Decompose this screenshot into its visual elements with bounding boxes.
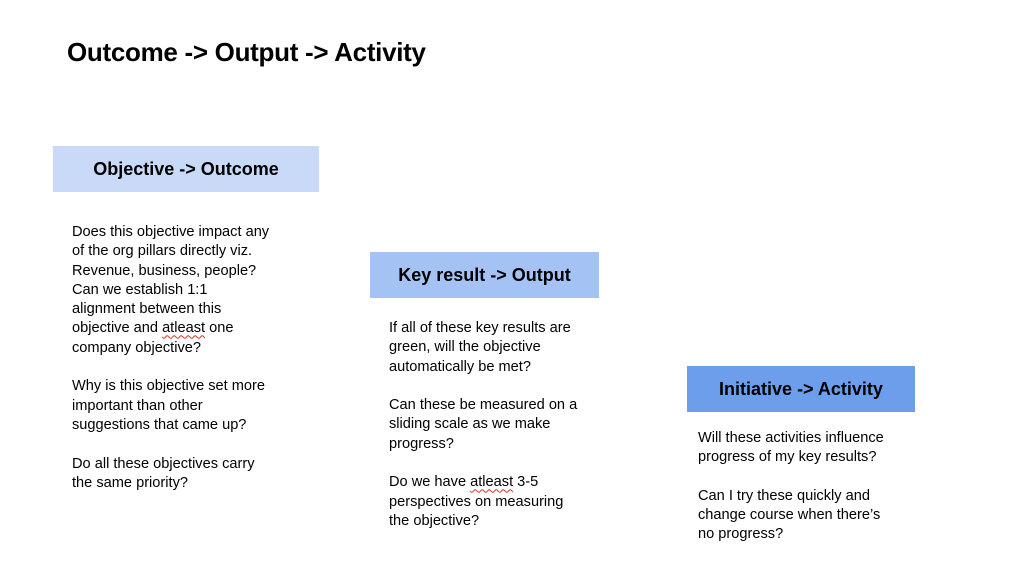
key-result-output-heading: Key result -> Output bbox=[398, 264, 571, 285]
objective-outcome-heading: Objective -> Outcome bbox=[93, 158, 279, 179]
initiative-question-1: Will these activities influence progress of my key results? bbox=[698, 430, 884, 466]
initiative-question-2: Can I try these quickly and change course when there’s no progress? bbox=[698, 487, 881, 543]
objective-question-2: Why is this objective set more important than other suggestions that came up? bbox=[72, 378, 266, 433]
initiative-questions bbox=[698, 429, 898, 545]
key-result-question-2: Can these be measured on a sliding scale as we make progress? bbox=[389, 397, 578, 452]
initiative-activity-header bbox=[687, 366, 915, 412]
page-title: Outcome -> Output -> Activity bbox=[67, 37, 426, 67]
key-result-output-header bbox=[370, 252, 599, 298]
objective-question-1: Does this objective impact any of the org pillars directly viz. Revenue, business, people? Can we establish 1:1 alignment between this objective and atleast one company objective? bbox=[72, 224, 270, 356]
key-result-question-3: Do we have atleast 3-5 perspectives on measuring the objective? bbox=[389, 474, 564, 529]
objective-questions bbox=[72, 223, 272, 493]
spellcheck-flag: atleast bbox=[470, 474, 514, 491]
initiative-activity-heading: Initiative -> Activity bbox=[719, 378, 883, 399]
spellcheck-flag: atleast bbox=[162, 320, 206, 337]
key-result-questions bbox=[389, 319, 585, 531]
key-result-question-1: If all of these key results are green, will the objective automatically be met? bbox=[389, 320, 571, 375]
objective-outcome-header bbox=[53, 146, 319, 192]
objective-question-3: Do all these objectives carry the same priority? bbox=[72, 455, 255, 491]
